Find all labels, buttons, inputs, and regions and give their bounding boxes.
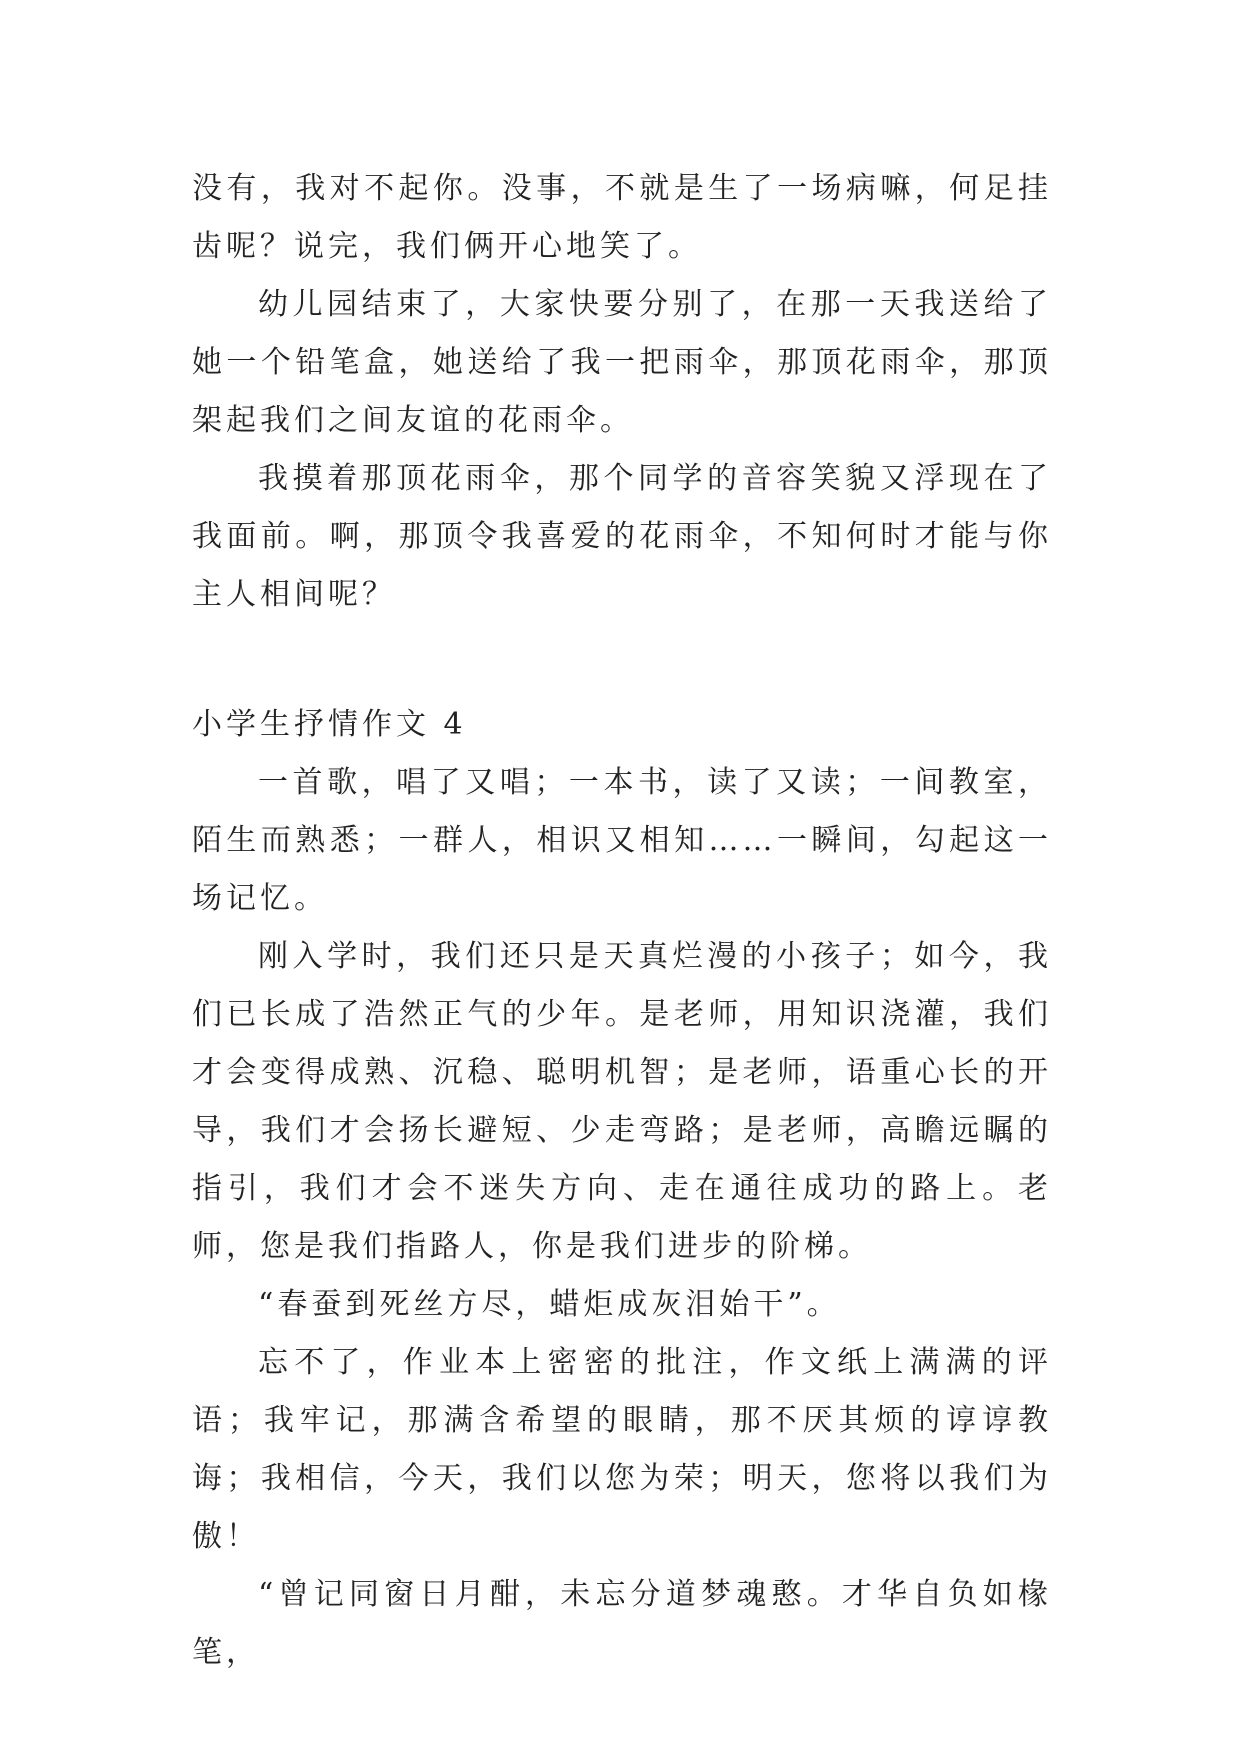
section-title: 小学生抒情作文 4 bbox=[192, 707, 467, 742]
paragraph: 我摸着那顶花雨伞，那个同学的音容笑貌又浮现在了我面前。啊，那顶令我喜爱的花雨伞，不知何时才能与你主人相间呢？ bbox=[192, 461, 1052, 612]
paragraph: 没有，我对不起你。没事，不就是生了一场病嘛，何足挂齿呢？说完，我们俩开心地笑了。 bbox=[192, 171, 1052, 264]
paragraph: 一首歌，唱了又唱；一本书，读了又读；一间教室，陌生而熟悉；一群人，相识又相知……一瞬间，勾起这一场记忆。 bbox=[192, 765, 1052, 916]
paragraph: 刚入学时，我们还只是天真烂漫的小孩子；如今，我们已长成了浩然正气的少年。是老师，用知识浇灌，我们才会变得成熟、沉稳、聪明机智；是老师，语重心长的开导，我们才会扬长避短、少走弯路；是老师，高瞻远瞩的指引，我们才会不迷失方向、走在通往成功的路上。老师，您是我们指路人，你是我们进步的阶梯。 bbox=[192, 939, 1052, 1264]
quote-paragraph: “春蚕到死丝方尽，蜡炬成灰泪始干”。 bbox=[258, 1287, 841, 1322]
paragraph: 忘不了，作业本上密密的批注，作文纸上满满的评语；我牢记，那满含希望的眼睛，那不厌其烦的谆谆教诲；我相信，今天，我们以您为荣；明天，您将以我们为傲！ bbox=[192, 1345, 1052, 1554]
document-body bbox=[192, 160, 1052, 1682]
paragraph: 幼儿园结束了，大家快要分别了，在那一天我送给了她一个铅笔盒，她送给了我一把雨伞，那顶花雨伞，那顶架起我们之间友谊的花雨伞。 bbox=[192, 287, 1052, 438]
quote-paragraph: “曾记同窗日月酣，未忘分道梦魂憨。才华自负如椽笔， bbox=[192, 1577, 1052, 1670]
